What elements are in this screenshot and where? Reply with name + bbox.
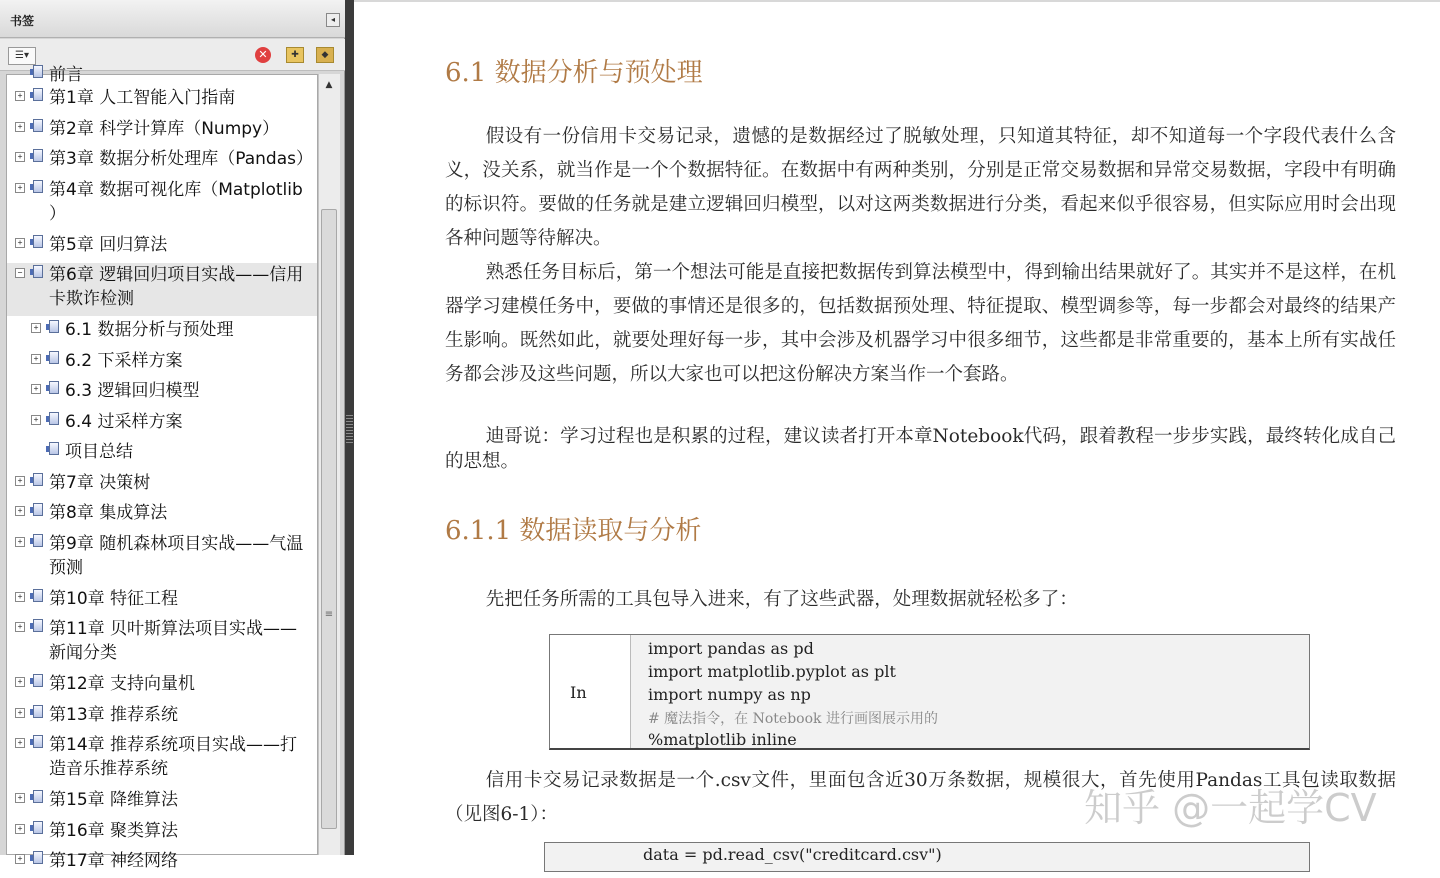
bookmark-icon: [33, 88, 43, 101]
bookmark-label: 第17章 神经网络: [49, 851, 179, 871]
scroll-up-icon[interactable]: ▲: [325, 80, 333, 90]
bookmark-tree: [6, 65, 318, 871]
code-line: import numpy as np: [648, 685, 811, 704]
bookmark-item[interactable]: [7, 147, 317, 176]
code-line: import matplotlib.pyplot as plt: [648, 662, 896, 681]
code-line: import pandas as pd: [648, 639, 814, 658]
bookmark-icon: [33, 119, 43, 132]
bookmark-icon: [33, 851, 43, 864]
bookmark-icon: [33, 235, 43, 248]
bookmark-label-cont: 新闻分类: [49, 643, 117, 663]
bookmark-item[interactable]: [7, 672, 317, 701]
expand-bookmark-icon[interactable]: ◆: [316, 47, 334, 63]
expand-icon[interactable]: +: [15, 183, 25, 193]
subsection-heading: 6.1.1 数据读取与分析: [445, 516, 702, 546]
bookmark-label: 第13章 推荐系统: [49, 704, 179, 725]
expand-icon[interactable]: +: [15, 824, 25, 834]
bookmark-label: 第5章 回归算法: [49, 234, 168, 255]
bookmark-icon: [33, 180, 43, 193]
expand-icon[interactable]: +: [15, 476, 25, 486]
expand-icon[interactable]: +: [15, 152, 25, 162]
bookmark-icon: [33, 735, 43, 748]
section-heading: 6.1 数据分析与预处理: [445, 58, 703, 88]
expand-icon[interactable]: +: [15, 122, 25, 132]
bookmark-item[interactable]: [7, 703, 317, 732]
expand-icon[interactable]: +: [15, 238, 25, 248]
bookmark-icon: [49, 412, 59, 425]
expand-icon[interactable]: +: [15, 537, 25, 547]
bookmark-label: 第1章 人工智能入门指南: [49, 88, 236, 108]
code-line: data = pd.read_csv("creditcard.csv"): [643, 845, 942, 864]
paragraph: 熟悉任务目标后，第一个想法可能是直接把数据传到算法模型中，得到输出结果就好了。其实并不是这样，在机器学习建模任务中，要做的事情还是很多的，包括数据预处理、特征提取、模型调参等，每一步都会对最终的结果产生影响。既然如此，就要处理好每一步，其中会涉及机器学习中很多细节，这些都是非常重要的，基本上所有实战任务都会涉及这些问题，所以大家也可以把这份解决方案当作一个套路。: [445, 262, 1396, 385]
bookmark-item[interactable]: [7, 532, 317, 585]
bookmark-item[interactable]: [7, 86, 317, 115]
bookmark-icon: [33, 503, 43, 516]
bookmark-icon: [33, 534, 43, 547]
code-comment: # 魔法指令，在 Notebook 进行画图展示用的: [648, 711, 938, 727]
bookmark-item[interactable]: [7, 501, 317, 530]
bookmark-item[interactable]: [7, 263, 317, 316]
code-block: [549, 634, 1310, 750]
scroll-thumb[interactable]: [321, 209, 337, 829]
bookmark-item[interactable]: [7, 471, 317, 500]
bookmark-label: 6.3 逻辑回归模型: [65, 381, 200, 401]
expand-icon[interactable]: +: [15, 622, 25, 632]
bookmark-icon: [49, 381, 59, 394]
document-page: [354, 0, 1440, 864]
bookmark-item[interactable]: [7, 410, 317, 439]
bookmark-label: 第12章 支持向量机: [49, 674, 196, 694]
expand-icon[interactable]: +: [15, 738, 25, 748]
expand-icon[interactable]: +: [15, 793, 25, 803]
collapse-panel-icon[interactable]: ◂: [326, 13, 340, 27]
bookmark-item[interactable]: [7, 233, 317, 262]
bookmark-icon: [33, 149, 43, 162]
bookmark-icon: [49, 320, 59, 333]
bookmark-label: 第15章 降维算法: [49, 790, 179, 810]
expand-icon[interactable]: +: [15, 854, 25, 864]
panel-header: [0, 0, 345, 38]
bookmark-label: 6.4 过采样方案: [65, 411, 183, 432]
bookmark-item[interactable]: [7, 440, 317, 469]
bookmark-icon: [49, 442, 59, 455]
bookmark-item[interactable]: [7, 349, 317, 378]
bookmark-icon: [33, 790, 43, 803]
bookmark-label: 前言: [49, 65, 83, 85]
bookmark-label-cont: 卡欺诈检测: [49, 289, 134, 309]
bookmark-label: 第3章 数据分析处理库（Pandas）: [49, 149, 313, 169]
bookmark-label: 第2章 科学计算库（Numpy）: [49, 118, 280, 139]
bookmark-label: 6.2 下采样方案: [65, 350, 183, 371]
expand-icon[interactable]: +: [15, 91, 25, 101]
new-bookmark-icon[interactable]: ✚: [286, 47, 304, 63]
bookmark-item[interactable]: [7, 117, 317, 146]
bookmark-label-cont: 预测: [49, 557, 83, 578]
bookmark-label-cont: 造音乐推荐系统: [49, 759, 168, 779]
bookmark-item[interactable]: [7, 178, 317, 231]
expand-icon[interactable]: +: [15, 708, 25, 718]
splitter-grip-icon: [346, 415, 353, 445]
code-line: %matplotlib inline: [648, 730, 797, 749]
bookmark-item[interactable]: [7, 587, 317, 616]
bookmark-label-cont: ）: [49, 203, 66, 224]
watermark: 知乎 @一起学CV: [1084, 786, 1377, 830]
paragraph: 迪哥说：学习过程也是积累的过程，建议读者打开本章Notebook代码，跟着教程一步步实践，最终转化成自己的思想。: [445, 426, 1396, 472]
collapse-icon[interactable]: −: [15, 268, 25, 278]
expand-icon[interactable]: +: [31, 415, 41, 425]
bookmark-icon: [33, 705, 43, 718]
bookmark-label: 第7章 决策树: [49, 472, 151, 493]
bookmark-label: 6.1 数据分析与预处理: [65, 320, 234, 340]
expand-icon[interactable]: +: [31, 384, 41, 394]
bookmark-icon: [33, 821, 43, 834]
expand-icon[interactable]: +: [15, 677, 25, 687]
bookmark-icon: [33, 589, 43, 602]
bookmark-item[interactable]: [7, 819, 317, 848]
bookmark-label: 第11章 贝叶斯算法项目实战——: [49, 619, 298, 639]
code-gutter: [550, 635, 631, 748]
bookmarks-panel: [0, 0, 345, 871]
bookmark-label: 第6章 逻辑回归项目实战——信用: [49, 265, 304, 285]
bookmark-item[interactable]: [7, 379, 317, 408]
bookmark-label: 第10章 特征工程: [49, 588, 179, 609]
bookmark-item[interactable]: [7, 617, 317, 670]
scroll-grip-icon: ≡: [324, 609, 334, 620]
bookmark-icon: [33, 265, 43, 278]
paragraph: 假设有一份信用卡交易记录，遗憾的是数据经过了脱敏处理，只知道其特征，却不知道每一个字段代表什么含义，没关系，就当作是一个个数据特征。在数据中有两种类别，分别是正常交易数据和异常交易数据，字段中有明确的标识符。要做的任务就是建立逻辑回归模型，以对这两类数据进行分类，看起来似乎很容易，但实际应用时会出现各种问题等待解决。: [445, 126, 1396, 249]
bookmark-label: 第14章 推荐系统项目实战——打: [49, 735, 298, 755]
expand-icon[interactable]: +: [31, 323, 41, 333]
bookmark-item[interactable]: [7, 788, 317, 817]
bookmark-scrollbar[interactable]: [318, 74, 340, 855]
bookmark-item[interactable]: [7, 318, 317, 347]
code-block: [544, 842, 1310, 872]
expand-icon[interactable]: +: [15, 592, 25, 602]
panel-title: 书签: [10, 14, 35, 28]
bookmark-icon: [33, 473, 43, 486]
bookmark-icon: [33, 619, 43, 632]
options-menu-icon[interactable]: ☰▾: [8, 47, 36, 65]
bookmark-label: 第9章 随机森林项目实战——气温: [49, 533, 304, 554]
bookmark-label: 第4章 数据可视化库（Matplotlib: [49, 179, 303, 200]
paragraph: 先把任务所需的工具包导入进来，有了这些武器，处理数据就轻松多了：: [485, 589, 1078, 610]
panel-splitter[interactable]: [345, 0, 354, 855]
code-label: In: [570, 683, 587, 702]
bookmark-icon: [33, 674, 43, 687]
expand-icon[interactable]: +: [15, 506, 25, 516]
delete-bookmark-icon[interactable]: ✕: [255, 47, 271, 63]
bookmark-item[interactable]: [7, 733, 317, 786]
bookmark-icon: [49, 351, 59, 364]
bookmark-label: 项目总结: [65, 442, 133, 462]
expand-icon[interactable]: +: [31, 354, 41, 364]
paragraph: 信用卡交易记录数据是一个.csv文件，里面包含近30万条数据，规模很大，首先使用Pandas工具包读取数据（见图6-1）：: [445, 770, 1396, 825]
bookmark-label: 第8章 集成算法: [49, 503, 168, 523]
bookmark-item[interactable]: [7, 849, 317, 878]
bookmark-label: 第16章 聚类算法: [49, 820, 179, 841]
bookmark-icon: [33, 65, 43, 78]
